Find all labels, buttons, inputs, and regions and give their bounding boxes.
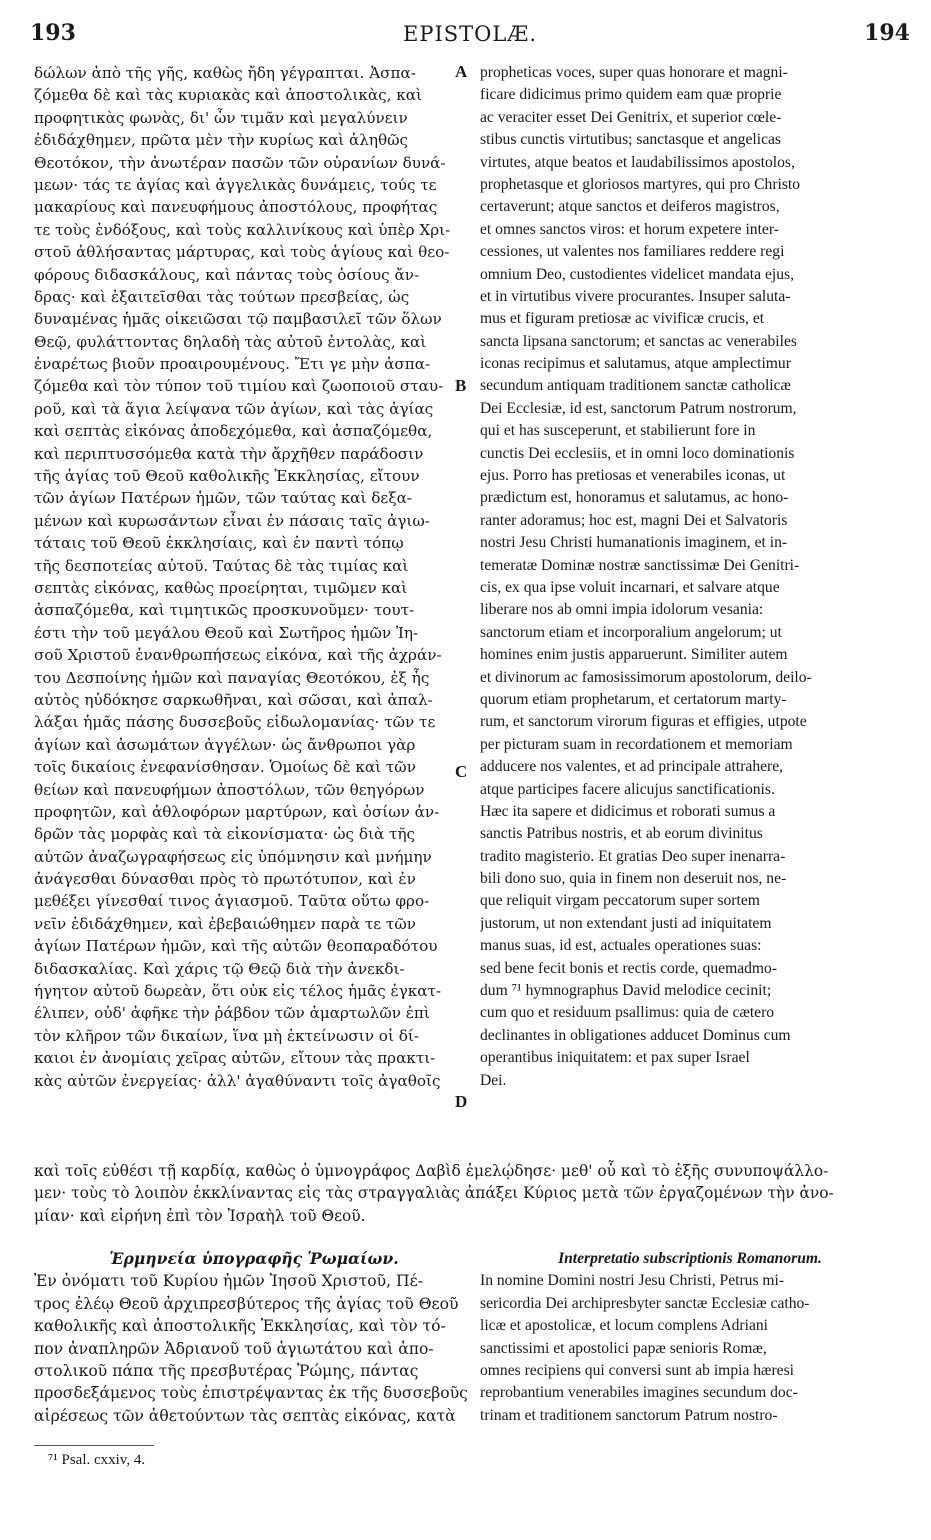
greek-text-line: διδασκαλίας. Καὶ χάρις τῷ Θεῷ διὰ τὴν ἀνεκδι- — [34, 959, 405, 978]
greek-text-line: στοῦ ἀθλήσαντας μάρτυρας, καὶ τοὺς ἁγίους καὶ θεο- — [34, 243, 450, 262]
latin-text-line: bili dono suo, quia in finem non deseruit nos, ne- — [480, 870, 787, 888]
latin-text-line: Dei. — [480, 1071, 507, 1089]
latin-text-line: homines enim justis apparuerunt. Similiter autem — [480, 646, 788, 664]
subscription-greek-body — [34, 1270, 474, 1427]
greek-text-line: μεων· τάς τε ἁγίας καὶ ἀγγελικὰς δυνάμεις, τούς τε — [34, 175, 437, 194]
greek-text-line: ἀσπαζόμεθα, καὶ τιμητικῶς προσκυνοῦμεν· τουτ- — [34, 601, 415, 620]
latin-text-line: secundum antiquam traditionem sanctæ catholicæ — [480, 377, 791, 395]
greek-text-line: αὐτῶν ἀναζωγραφήσεως εἰς ὑπόμνησιν καὶ μνήμην — [34, 847, 432, 866]
latin-text-line: per picturam suam in recordationem et memoriam — [480, 735, 793, 753]
greek-text-line: τοῖς δικαίοις ἐνεφανίσθησαν. Ὁμοίως δὲ καὶ τῶν — [34, 758, 416, 777]
latin-text-line: quorum etiam prophetarum, et certatorum marty- — [480, 690, 787, 708]
latin-text-line: cunctis Dei ecclesiis, et in omni loco dominationis — [480, 444, 795, 462]
greek-text-line: Θεοτόκον, τὴν ἀνωτέραν πασῶν τῶν οὐρανίων δυνά- — [34, 153, 446, 172]
latin-text-line: et divinorum ac famosissimorum apostolorum, deilo- — [480, 668, 812, 686]
latin-text-line: cum quo et residuum psallimus: quia de cætero — [480, 1004, 775, 1022]
greek-text-line: μίαν· καὶ εἰρήνη ἐπὶ τὸν Ἰσραὴλ τοῦ Θεοῦ. — [34, 1206, 366, 1225]
greek-text-line: αὐτὸς ηὐδόκησε σαρκωθῆναι, καὶ σῶσαι, καὶ ἀπαλ- — [34, 690, 433, 709]
latin-text-line: propheticas voces, super quas honorare et magni- — [480, 64, 788, 81]
margin-letter-a: A — [455, 62, 468, 81]
greek-text-line: προφητῶν, καὶ ἀθλοφόρων μαρτύρων, καὶ ὁσίων ἀν- — [34, 802, 440, 821]
greek-text-line: ζόμεθα καὶ τὸν τύπον τοῦ τιμίου καὶ ζωοποιοῦ σταυ- — [34, 377, 444, 396]
latin-text-line: sancta lipsana sanctorum; et sanctas ac venerabiles — [480, 332, 797, 350]
greek-text-line: του Δεσποίνης ἡμῶν καὶ παναγίας Θεοτόκου, ἐξ ἧς — [34, 668, 430, 687]
greek-text-line: έστι τὴν τοῦ μεγάλου Θεοῦ καὶ Σωτῆρος ἡμῶν Ἰη- — [34, 623, 419, 642]
greek-text-line: δώλων ἀπὸ τῆς γῆς, καθὼς ἤδη γέγραπται. Ἀσπα- — [34, 64, 416, 82]
greek-text-line: ἐναρέτως βιοῦν προαιρουμένους. Ἔτι γε μὴν ἀσπα- — [34, 355, 431, 374]
greek-text-line: τῆς ἁγίας τοῦ Θεοῦ καθολικῆς Ἐκκλησίας, εἴτουν — [34, 467, 420, 486]
greek-text-line: δυναμένας ἡμᾶς οἰκειῶσαι τῷ παμβασιλεῖ τῶν ὅλων — [34, 310, 442, 329]
greek-text-line: μένων καὶ κυρωσάντων εἶναι ἐν πάσαις ταῖς ἁγιω- — [34, 511, 430, 530]
latin-text-line: liberare nos ab omni impia idolorum vesania: — [480, 601, 764, 619]
greek-text-line: τε τοὺς ἐνδόξους, καὶ τοὺς καλλινίκους καὶ ὑπὲρ Χρι- — [34, 220, 451, 239]
latin-text-line: mus et figuram pretiosæ ac vivificæ crucis, et — [480, 310, 765, 328]
latin-text-line: virtutes, atque beatos et laudabilissimos apostolos, — [480, 153, 795, 171]
latin-text-line: stibus cunctis virtutibus; sanctasque et angelicas — [480, 131, 781, 149]
greek-text-line: τὸν κλῆρον τῶν δικαίων, ἵνα μὴ ἐκτείνωσιν οἱ δί- — [34, 1026, 419, 1045]
greek-text-line: σεπτὰς εἰκόνας, καθὼς προείρηται, τιμῶμεν καὶ — [34, 578, 408, 597]
greek-text-line: τρος ἐλέῳ Θεοῦ ἀρχιπρεσβύτερος τῆς ἁγίας τοῦ Θεοῦ — [34, 1294, 459, 1313]
greek-text-line: καὶ σεπτὰς εἰκόνας ἀποδεχόμεθα, καὶ ἀσπαζόμεθα, — [34, 422, 433, 441]
greek-text-line: καιοι ἐν ἀνομίαις χεῖρας αὐτῶν, εἴτουν τὰς πρακτι- — [34, 1049, 436, 1068]
latin-text-line: sanctissimi et apostolici papæ senioris Romæ, — [480, 1339, 767, 1357]
greek-text-line: μεθέξει γίνεσθαί τινος ἁγιασμοῦ. Ταῦτα οὕτω φρο- — [34, 892, 430, 911]
latin-text-line: cessiones, ut valentes nos familiares reddere regi — [480, 243, 785, 261]
latin-text-line: temeratæ Dominæ nostræ sanctissimæ Dei Genitri- — [480, 556, 800, 574]
greek-text-line: κὰς αὐτῶν ἐνεργείας· ἀλλ' ἀγαθύναντι τοῖς ἀγαθοῖς — [34, 1071, 441, 1090]
running-header — [30, 20, 910, 60]
subscription-latin-body — [480, 1270, 900, 1427]
latin-text-line: ac veraciter esset Dei Genitrix, et superior cœle- — [480, 108, 782, 126]
running-title: EPISTOLÆ. — [402, 22, 537, 46]
greek-column — [34, 62, 474, 1092]
greek-text-line: καὶ τοῖς εὐθέσι τῇ καρδίᾳ, καθὼς ὁ ὑμνογράφος Δαβὶδ ἐμελῴδησε· μεθ' οὗ καὶ τὸ ἑξῆς συνυποψάλλο- — [34, 1162, 829, 1180]
greek-text-line: ροῦ, καὶ τὰ ἅγια λείψανα τῶν ἁγίων, καὶ τὰς ἁγίας — [34, 399, 434, 418]
greek-text-line: φόρους διδασκάλους, καὶ πάντας τοὺς ὁσίους ἄν- — [34, 265, 420, 284]
greek-text-line: Θεῷ, φυλάττοντας δηλαδὴ τὰς αὐτοῦ ἐντολὰς, καὶ — [34, 332, 427, 351]
greek-text-line: καὶ περιπτυσσόμεθα κατὰ τὴν ἄρχῆθεν παράδοσιν — [34, 444, 424, 463]
greek-text-line: θείων καὶ πανευφήμων ἀποστόλων, τῶν θεηγόρων — [34, 780, 425, 799]
greek-text-line: ήγητον αὐτοῦ δωρεὰν, ὅτι οὐκ εἰς τέλος ἡμᾶς ἐγκατ- — [34, 982, 442, 1001]
latin-text-line: justorum, ut non extendant justi ad iniquitatem — [480, 914, 772, 932]
latin-text-line: nostri Jesu Christi humanationis imaginem, et in- — [480, 534, 788, 552]
latin-text-line: ranter adoramus; hoc est, magni Dei et Salvatoris — [480, 511, 788, 529]
latin-text-line: cis, ex qua ipse voluit incarnari, et salvare atque — [480, 578, 780, 596]
greek-text-line: στολικοῦ πάπα τῆς πρεσβυτέρας Ῥώμης, πάντας — [34, 1361, 419, 1380]
subscription-latin-title: Interpretatio subscriptionis Romanorum. — [558, 1250, 822, 1267]
latin-text-line: sanctorum etiam et incorporalium angelorum; ut — [480, 623, 782, 641]
footnote-rule — [34, 1445, 154, 1446]
latin-text-line: qui et has susceperunt, et stabilierunt fore in — [480, 422, 756, 440]
latin-text-line: sanctis Patribus nostris, et ab eorum divinitus — [480, 825, 763, 843]
page-number-left: 193 — [30, 20, 76, 46]
margin-letter-c: C — [455, 762, 468, 781]
subscription-greek-title: Ἑρμηνεία ὑπογραφῆς Ῥωμαίων. — [109, 1249, 399, 1268]
latin-text-line: declinantes in obligationes adducet Dominus cum — [480, 1026, 791, 1044]
greek-text-line: ἁγίων Πατέρων ἡμῶν, καὶ τῆς αὐτῶν θεοπαραδότου — [34, 937, 438, 956]
latin-text-line: iconas recipimus et salutamus, atque amplectimur — [480, 355, 791, 373]
latin-text-line: omnium Deo, custodientes videlicet mandata ejus, — [480, 265, 794, 283]
greek-text-line: σοῦ Χριστοῦ ἐνανθρωπήσεως εἰκόνα, καὶ τῆς ἀχράν- — [34, 646, 442, 665]
greek-text-line: μεν· τοὺς τὸ λοιπὸν ἐκκλίναντας εἰς τὰς στραγγαλιὰς ἀπάξει Κύριος μετὰ τῶν ἐργαζομένων τὴν ἀνο- — [34, 1184, 834, 1203]
latin-text-line: que reliquit virgam peccatorum super sortem — [480, 892, 760, 910]
latin-text-line: adducere nos valentes, et ad principale attrahere, — [480, 758, 784, 776]
greek-text-line: μακαρίους καὶ πανευφήμους ἀποστόλους, προφήτας — [34, 198, 438, 217]
margin-letter-b: B — [455, 376, 467, 395]
latin-text-line: rum, et sanctorum virorum figuras et effigies, utpote — [480, 713, 807, 731]
greek-full-width-text — [34, 1160, 900, 1227]
latin-text-line: operantibus iniquitatem: et pax super Israel — [480, 1049, 750, 1067]
latin-text-line: reprobantium venerabiles imagines secundum doc- — [480, 1384, 798, 1402]
latin-text-line: ficare didicimus primo quidem eam quæ proprie — [480, 86, 782, 104]
greek-text-line: ἀνάγεσθαι δύνασθαι πρὸς τὸ πρωτότυπον, καὶ ἐν — [34, 870, 416, 889]
page-number-right: 194 — [864, 20, 910, 46]
latin-text-line: omnes recipiens qui conversi sunt ab impia hæresi — [480, 1361, 794, 1379]
latin-text-line: ejus. Porro has pretiosas et venerabiles iconas, ut — [480, 467, 786, 485]
greek-text-line: ζόμεθα δὲ καὶ τὰς κυριακὰς καὶ ἀποστολικὰς, καὶ — [34, 86, 422, 105]
latin-text-line: sericordia Dei archipresbyter sanctæ Ecclesiæ catho- — [480, 1294, 810, 1312]
greek-text-line: έλιπεν, οὐδ' ἀφῆκε τὴν ῥάβδον τῶν ἁμαρτωλῶν ἐπὶ — [34, 1004, 430, 1023]
greek-text-line: τῶν ἁγίων Πατέρων ἡμῶν, τῶν ταύτας καὶ δεξα- — [34, 489, 412, 508]
latin-text-line: prophetasque et gloriosos martyres, qui pro Christo — [480, 175, 801, 193]
greek-text-line: Ἐν ὀνόματι τοῦ Κυρίου ἡμῶν Ἰησοῦ Χριστοῦ, Πέ- — [34, 1272, 423, 1291]
latin-text-line: In nomine Domini nostri Jesu Christi, Petrus mi- — [480, 1272, 785, 1290]
latin-column — [480, 62, 900, 1092]
footnote: ⁷¹ Psal. cxxiv, 4. — [48, 1452, 146, 1468]
greek-text-line: τῆς δεσποτείας αὐτοῦ. Ταύτας δὲ τὰς τιμίας καὶ — [34, 556, 409, 575]
greek-text-line: ἁγίων καὶ ἀσωμάτων ἀγγέλων· ὡς ἄνθρωποι γὰρ — [34, 735, 416, 754]
greek-text-line: λάξαι ἡμᾶς πάσης δυσσεβοῦς εἰδωλομανίας· τῶν τε — [34, 713, 436, 732]
latin-text-line: sed bene fecit bonis et rectis corde, quemadmo- — [480, 959, 778, 977]
greek-text-line: νεῖν ἐδιδάχθημεν, καὶ ἐβεβαιώθημεν παρὰ τε τῶν — [34, 914, 416, 933]
latin-text-line: dum ⁷¹ hymnographus David melodice cecinit; — [480, 982, 772, 1000]
latin-text-line: Dei Ecclesiæ, id est, sanctorum Patrum nostrorum, — [480, 399, 797, 417]
latin-text-line: et omnes sanctos viros: et horum expetere inter- — [480, 220, 779, 238]
greek-text-line: πον ἀναπληρῶν Ἀδριανοῦ τοῦ ἁγιωτάτου καὶ ἀπο- — [34, 1339, 434, 1358]
latin-text-line: manus suas, id est, actuales operationes suas: — [480, 937, 762, 955]
latin-text-line: tradito magisterio. Et gratias Deo super inenarra- — [480, 847, 786, 865]
latin-text-line: et in virtutibus vivere procurantes. Insuper saluta- — [480, 287, 791, 305]
greek-text-line: ἐδιδάχθημεν, πρῶτα μὲν τὴν κυρίως καὶ ἀληθῶς — [34, 131, 409, 150]
latin-text-line: certaverunt; atque sanctos et deiferos magistros, — [480, 198, 780, 216]
greek-text-line: προσδεξάμενος τοὺς ἐπιστρέψαντας ἐκ τῆς δυσσεβοῦς — [34, 1384, 468, 1403]
latin-text-line: prædictum est, honoramus et salutamus, ac hono- — [480, 489, 789, 507]
latin-text-line: licæ et apostolicæ, et locum complens Adriani — [480, 1317, 768, 1335]
margin-letter-d: D — [455, 1092, 468, 1111]
latin-text-line: atque participes facere alicujus sanctificationis. — [480, 780, 775, 798]
greek-text-line: τάταις τοῦ Θεοῦ ἐκκλησίαις, καὶ ἐν παντὶ τόπῳ — [34, 534, 404, 553]
subscription-latin — [480, 1248, 900, 1427]
subscription-greek — [34, 1248, 474, 1427]
greek-text-line: δρας· καὶ ἐξαιτεῖσθαι τὰς τούτων πρεσβείας, ὡς — [34, 287, 410, 306]
greek-text-line: δρῶν τὰς μορφὰς καὶ τὰ εἰκονίσματα· ὡς διὰ τῆς — [34, 825, 416, 844]
greek-text-line: προφητικὰς φωνὰς, δι' ὧν τιμᾶν καὶ μεγαλύνειν — [34, 108, 408, 127]
greek-text-line: αἱρέσεως τῶν ἀθετούντων τὰς σεπτὰς εἰκόνας, κατὰ — [34, 1406, 456, 1425]
latin-text-line: trinam et traditionem sanctorum Patrum nostro- — [480, 1406, 778, 1424]
greek-text-line: καθολικῆς καὶ ἀποστολικῆς Ἐκκλησίας, καὶ τὸν τό- — [34, 1317, 446, 1336]
latin-text-line: Hæc ita sapere et didicimus et roborati sumus a — [480, 802, 776, 820]
